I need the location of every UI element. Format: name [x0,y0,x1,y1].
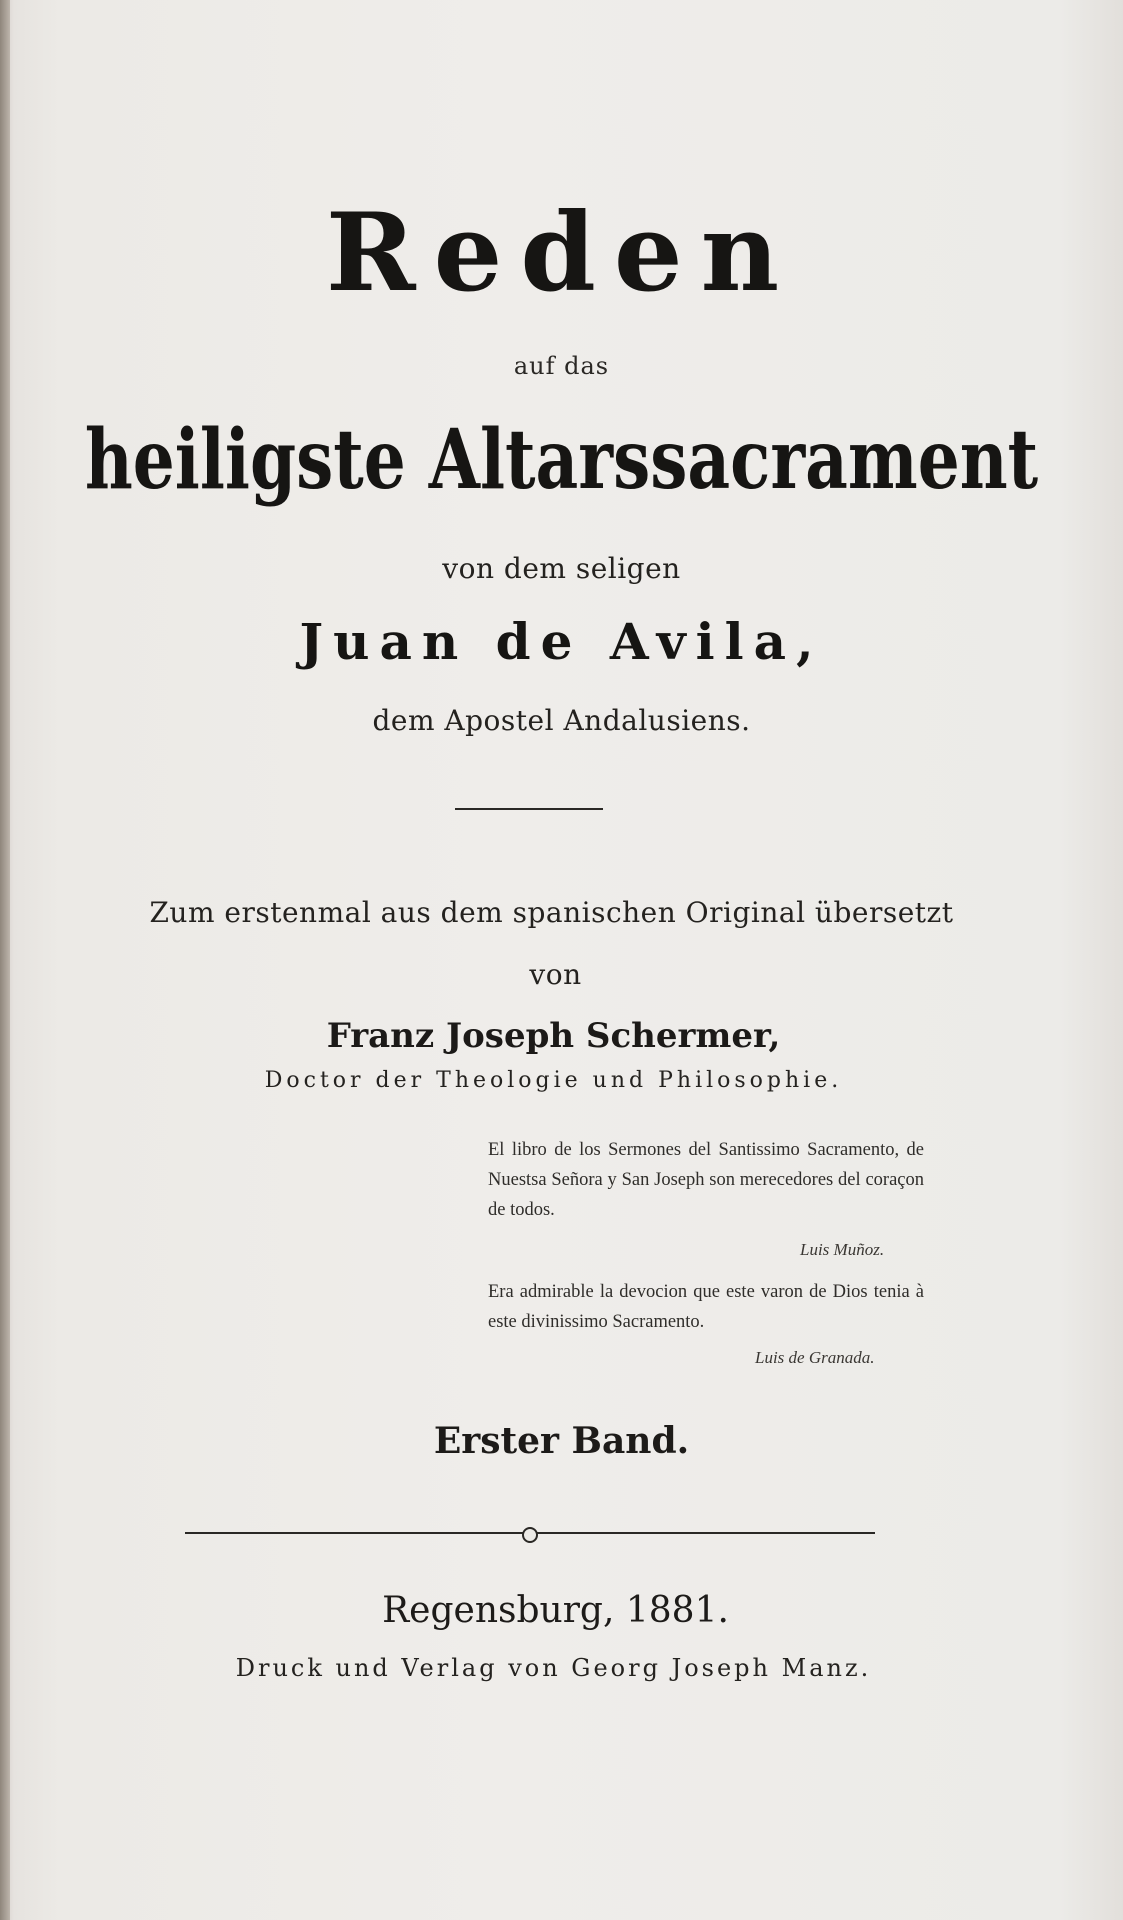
book-title: Reden [325,190,798,316]
from-line: von dem seligen [442,552,681,585]
short-divider [455,808,603,810]
translator-name: Franz Joseph Schermer, [326,1016,781,1056]
printer-line: Druck und Verlag von Georg Joseph Manz. [235,1654,872,1682]
place-and-year: Regensburg, 1881. [382,1590,729,1631]
title-prefix: auf das [513,352,610,380]
author-name: Juan de Avila, [299,612,824,671]
translation-note: Zum erstenmal aus dem spanischen Original übersetzt [149,896,954,929]
epigraph-1-author: Luis Muñoz. [800,1240,885,1259]
volume-label: Erster Band. [433,1420,690,1462]
epigraph-2: Era admirable la devocion que este varon de Dios tenia à este divinissimo Sacramento. [488,1282,924,1332]
translator-title: Doctor der Theologie und Philosophie. [264,1068,843,1093]
epigraph-1: El libro de los Sermones del Santissimo Sacramento, de Nuestsa Señora y San Joseph son merecedores del coraçon de todos. [488,1140,924,1220]
book-subject: heiligste Altarssacrament [84,410,1039,508]
epigraph-2-author: Luis de Granada. [755,1348,875,1367]
by-line: von [529,958,582,991]
ornament-icon [522,1527,538,1543]
author-epithet: dem Apostel Andalusiens. [372,704,751,737]
